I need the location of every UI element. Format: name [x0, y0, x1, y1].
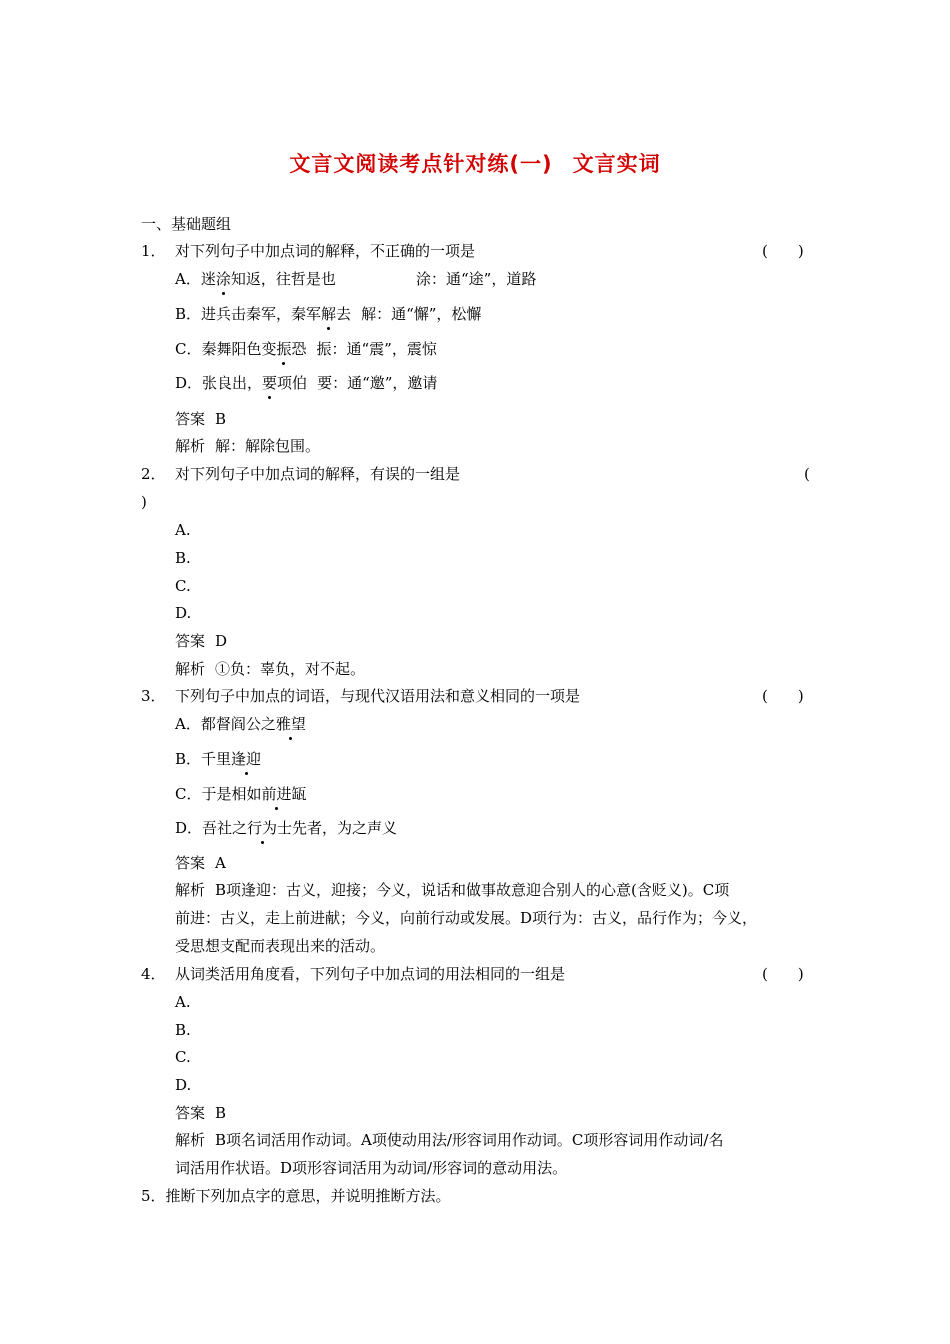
emphasis-dot-word: 前进	[261, 785, 292, 803]
question-1-stem: 对下列句子中加点词的解释，不正确的一项是	[175, 242, 476, 260]
emphasis-dot-word: 解	[321, 305, 337, 323]
question-2-stem: 对下列句子中加点词的解释，有误的一组是	[175, 465, 461, 483]
q4-option-c: C.	[175, 1048, 191, 1066]
q3-option-a: A．都督阎公之雅望	[175, 715, 306, 733]
emphasis-dot-word: 行为	[247, 819, 278, 837]
emphasis-dot-word: 逢迎	[231, 750, 262, 768]
question-5: 5．推断下列加点字的意思，并说明推断方法。	[141, 1187, 451, 1205]
q2-analysis: 解析 ①负：辜负，对不起。	[175, 660, 366, 678]
emphasis-dot-word: 要	[262, 374, 278, 392]
q1-option-d: D．张良出，要项伯 要：通“邀”，邀请	[175, 374, 438, 392]
answer-blank-1: ( )	[762, 242, 804, 260]
q3-analysis-line-3: 受思想支配而表现出来的活动。	[175, 937, 386, 955]
q1-option-a: A．迷涂知返，往哲是也	[175, 270, 336, 288]
emphasis-dot-word: 雅望	[275, 715, 306, 733]
question-3-number: 3．	[141, 687, 166, 705]
q1-option-a-explanation: 涂：通“途”，道路	[416, 270, 537, 288]
q2-option-a: A.	[175, 521, 191, 539]
q2-option-d: D.	[175, 604, 192, 622]
answer-blank-3: ( )	[762, 687, 804, 705]
page-title	[0, 148, 950, 178]
q2-option-b: B.	[175, 549, 191, 567]
q1-answer: 答案 B	[175, 410, 227, 428]
q4-option-d: D.	[175, 1076, 192, 1094]
q1-analysis: 解析 解：解除包围。	[175, 437, 321, 455]
q3-option-d: D．吾社之行为士先者，为之声义	[175, 819, 398, 837]
q3-analysis-line-1: 解析 B项逢迎：古义，迎接；今义，说话和做事故意迎合别人的心意(含贬义)。C项	[175, 881, 730, 899]
q2-answer: 答案 D	[175, 632, 228, 650]
answer-blank-4: ( )	[762, 965, 804, 983]
q4-option-b: B.	[175, 1021, 191, 1039]
question-4-stem: 从词类活用角度看，下列句子中加点词的用法相同的一组是	[175, 965, 566, 983]
section-heading: 一、基础题组	[141, 215, 232, 233]
emphasis-dot-word: 振	[276, 340, 292, 358]
question-3-stem: 下列句子中加点的词语，与现代汉语用法和意义相同的一项是	[175, 687, 581, 705]
emphasis-dot-word: 涂	[215, 270, 231, 288]
q3-option-b: B．千里逢迎	[175, 750, 262, 768]
q3-option-c: C．于是相如前进缻	[175, 785, 307, 803]
q4-answer: 答案 B	[175, 1104, 227, 1122]
answer-blank-2-open: (	[804, 465, 810, 483]
q4-analysis-line-2: 词活用作状语。D项形容词活用为动词/形容词的意动用法。	[175, 1159, 568, 1177]
q3-answer: 答案 A	[175, 854, 226, 872]
q1-option-b: B．进兵击秦军，秦军解去 解：通“懈”，松懈	[175, 305, 482, 323]
question-1-number: 1．	[141, 242, 166, 260]
answer-blank-2-close: )	[141, 493, 147, 511]
question-4-number: 4．	[141, 965, 166, 983]
q1-option-c: C．秦舞阳色变振恐 振：通“震”，震惊	[175, 340, 437, 358]
q2-option-c: C.	[175, 577, 191, 595]
q4-option-a: A.	[175, 993, 191, 1011]
title-sub: 文言实词	[572, 152, 661, 176]
question-2-number: 2．	[141, 465, 166, 483]
title-main: 文言文阅读考点针对练(一)	[289, 152, 553, 176]
q3-analysis-line-2: 前进：古义，走上前进献；今义，向前行动或发展。D项行为：古义，品行作为；今义，	[175, 909, 758, 927]
q4-analysis-line-1: 解析 B项名词活用作动词。A项使动用法/形容词用作动词。C项形容词用作动词/名	[175, 1131, 724, 1149]
